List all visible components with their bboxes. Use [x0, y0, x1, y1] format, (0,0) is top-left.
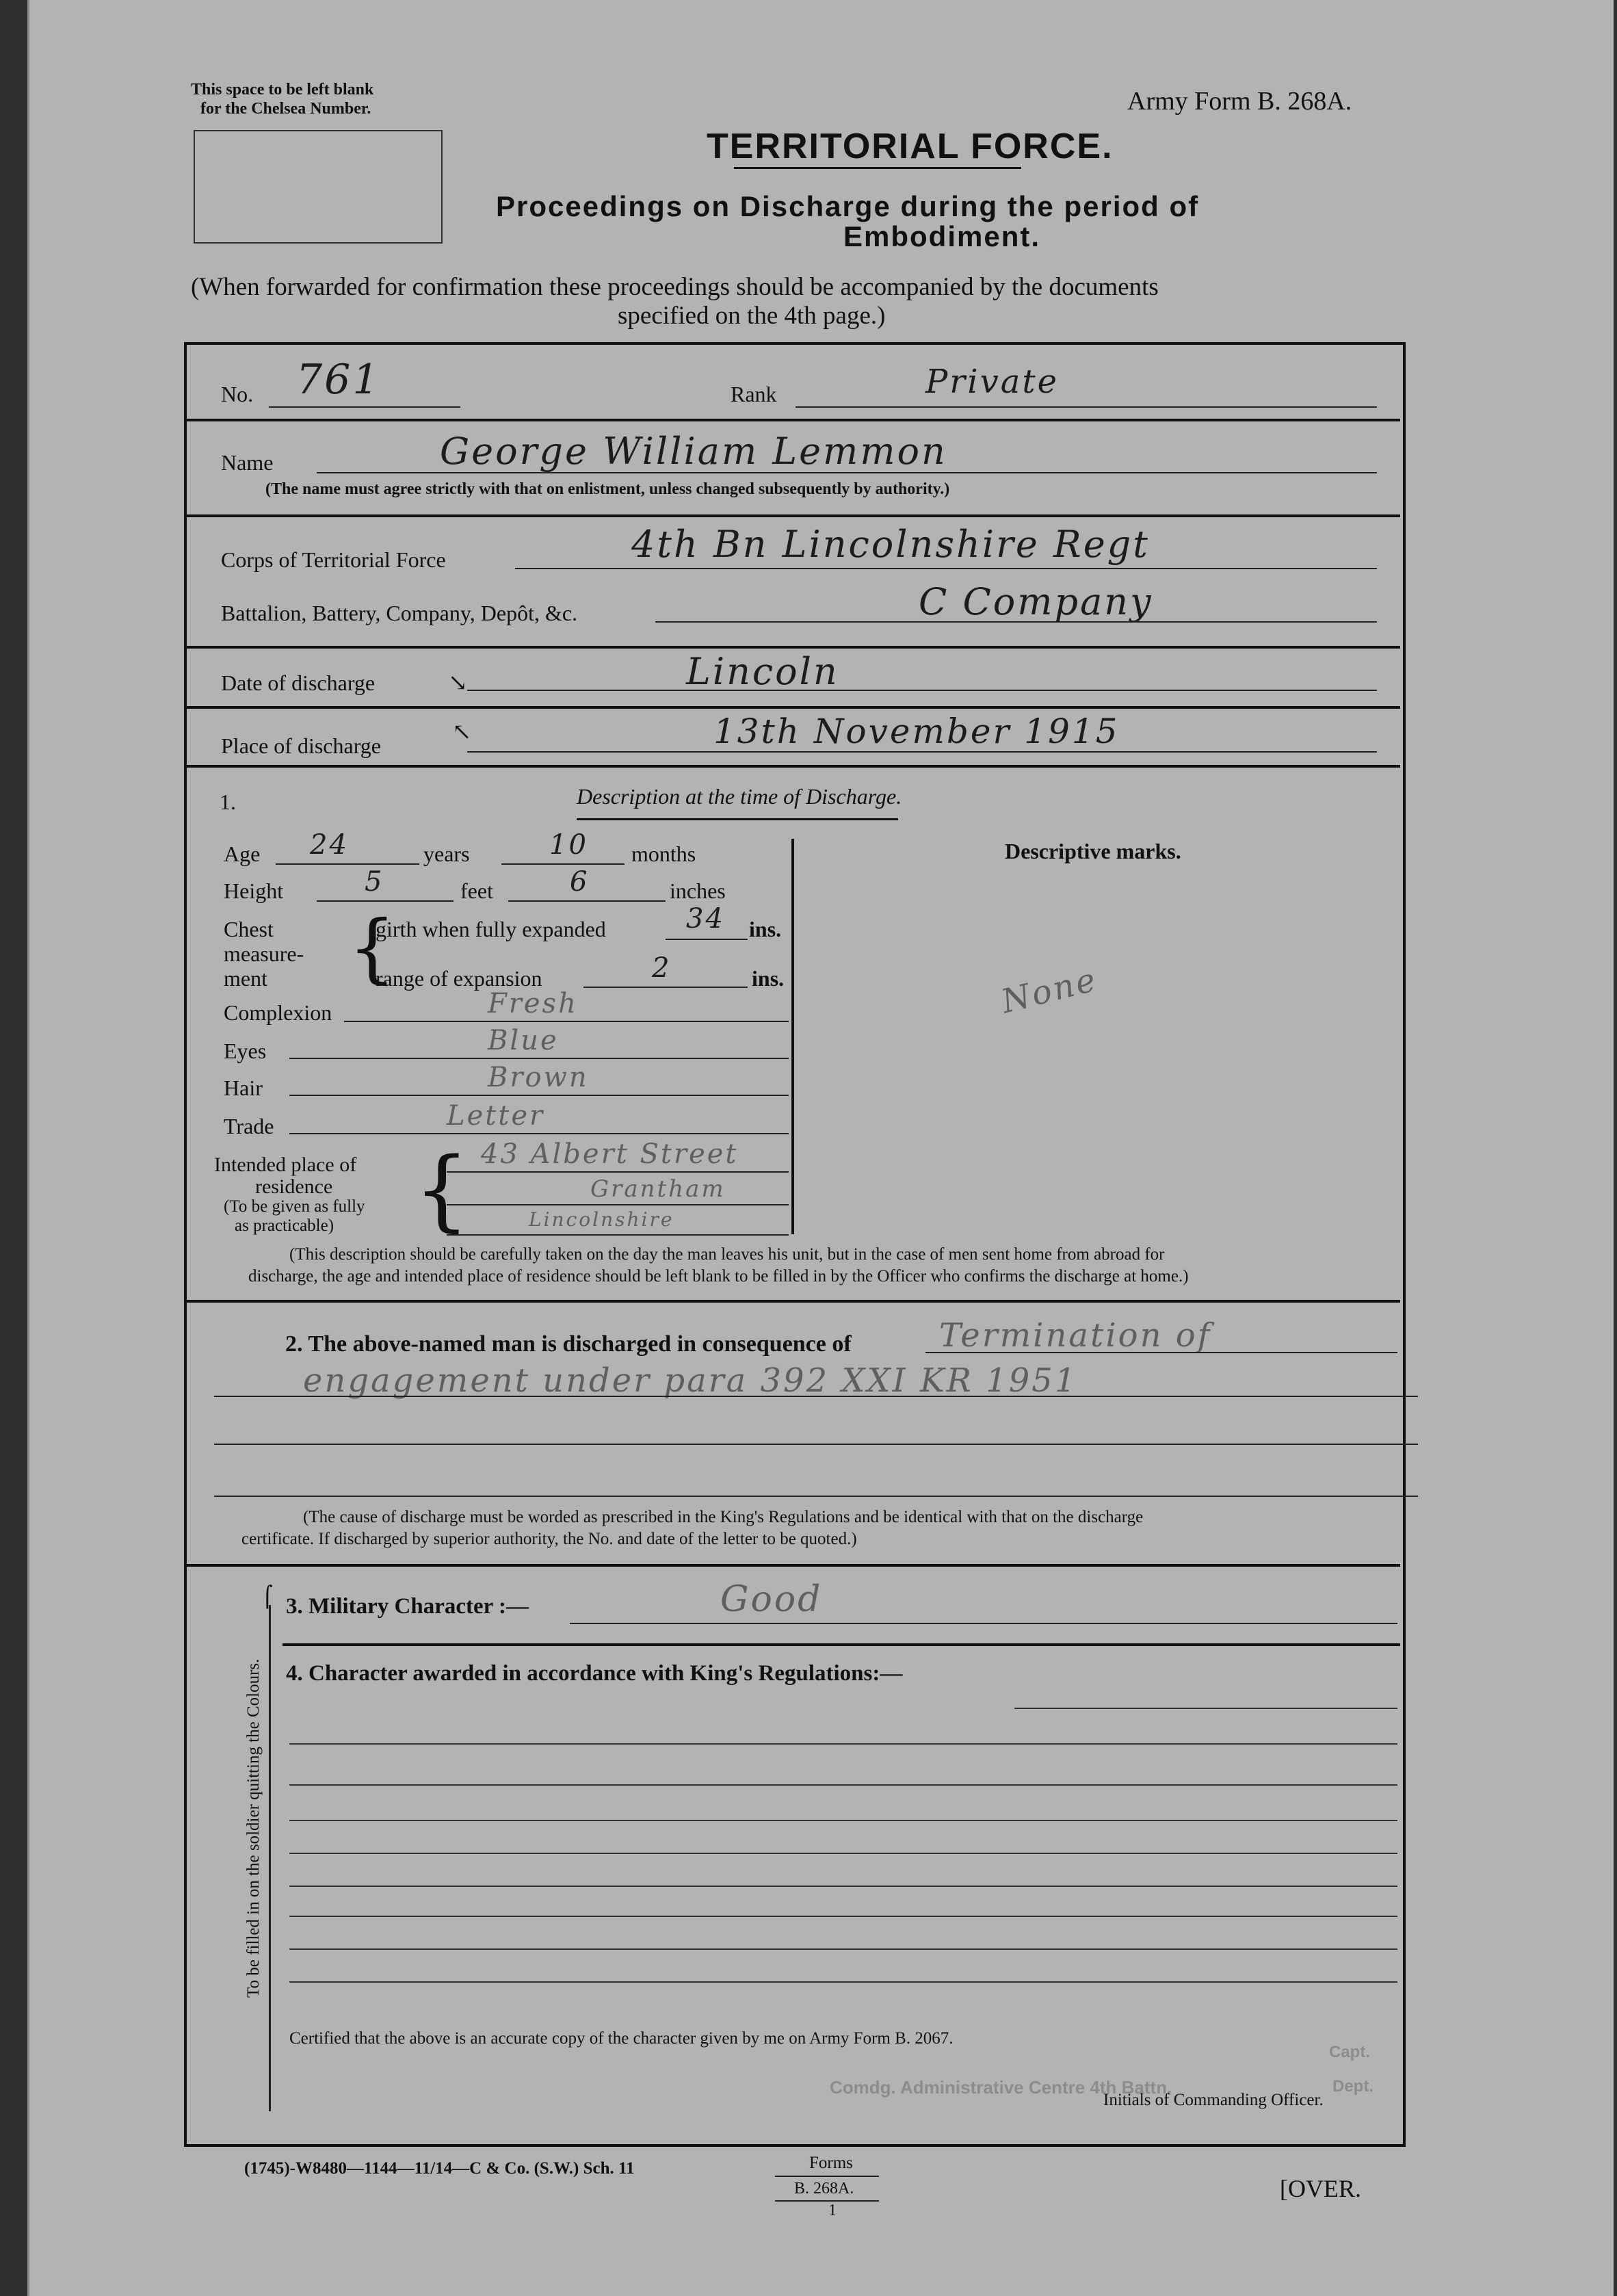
section-3-label: 3. Military Character :—: [286, 1594, 529, 1619]
chelsea-note-line-1: This space to be left blank: [191, 81, 374, 99]
rank-label: Rank: [731, 382, 777, 406]
character-rule-3: [289, 1784, 1397, 1786]
battalion-value: C Company: [919, 580, 1153, 623]
place-of-discharge-value: 13th November 1915: [713, 712, 1120, 751]
sections-bracket: ⌠: [262, 1585, 273, 1609]
residence-line-1-value: 43 Albert Street: [481, 1138, 739, 1170]
rank-value: Private: [925, 363, 1060, 401]
battalion-rule: [655, 621, 1377, 623]
commanding-officer-initials-label: Initials of Commanding Officer.: [1103, 2091, 1324, 2109]
footer-form-number: B. 268A.: [794, 2180, 854, 2197]
height-feet-rule: [317, 900, 453, 902]
hair-value: Brown: [488, 1062, 589, 1093]
height-inches-rule: [508, 900, 666, 902]
cause-rule-2: [214, 1396, 1418, 1397]
hair-rule: [289, 1095, 789, 1096]
battalion-label: Battalion, Battery, Company, Depôt, &c.: [221, 601, 578, 625]
chest-label-3: ment: [224, 966, 267, 991]
age-years-rule: [276, 863, 419, 865]
trade-label: Trade: [224, 1114, 274, 1138]
complexion-rule: [344, 1021, 789, 1022]
cause-line-2-value: engagement under para 392 XXI KR 1951: [303, 1361, 1078, 1400]
form-subtitle-line-1: Proceedings on Discharge during the period of: [496, 190, 1200, 222]
cause-rule-1: [925, 1352, 1397, 1353]
residence-label-2: residence: [255, 1175, 333, 1198]
months-label: months: [631, 842, 696, 866]
chest-girth-value: 34: [686, 903, 725, 935]
divider-4: [187, 706, 1400, 709]
height-feet-value: 5: [365, 866, 384, 898]
hair-label: Hair: [224, 1075, 263, 1100]
description-note-line-2: discharge, the age and intended place of residence should be left blank to be filled in by the Officer who confirms the discharge at home.): [248, 1267, 1189, 1286]
instruction-line-2: specified on the 4th page.): [618, 302, 886, 330]
instruction-line-1: (When forwarded for confirmation these proceedings should be accompanied by the documents: [191, 273, 1159, 301]
chest-girth-ins: ins.: [749, 917, 782, 941]
divider-1: [187, 419, 1400, 421]
trade-rule: [289, 1133, 789, 1134]
divider-2: [187, 514, 1400, 517]
age-label: Age: [224, 842, 261, 866]
chest-range-ins: ins.: [752, 966, 785, 991]
character-rule-6: [289, 1886, 1397, 1887]
number-value: 761: [296, 356, 381, 404]
residence-rule-2: [447, 1204, 789, 1205]
date-of-discharge-label: Date of discharge: [221, 670, 376, 695]
character-rule-9: [289, 1981, 1397, 1983]
residence-line-3-value: Lincolnshire: [529, 1208, 674, 1231]
divider-5: [187, 765, 1400, 768]
character-rule-5: [289, 1853, 1397, 1854]
residence-label-3: (To be given as fully: [224, 1197, 365, 1216]
date-of-discharge-value: Lincoln: [686, 650, 839, 693]
chest-label-1: Chest: [224, 917, 274, 941]
trade-value: Letter: [447, 1100, 545, 1132]
footer-forms: Forms: [809, 2154, 853, 2172]
divider-3: [187, 646, 1400, 649]
footer-form-rule: [775, 2200, 879, 2202]
character-rule-4: [289, 1820, 1397, 1821]
chest-girth-rule: [666, 939, 748, 940]
certified-statement: Certified that the above is an accurate copy of the character given by me on Army Form B. 2067.: [289, 2029, 954, 2048]
chest-brace: {: [348, 904, 396, 991]
eyes-value: Blue: [488, 1025, 559, 1056]
name-note: (The name must agree strictly with that on enlistment, unless changed subsequently by authority.): [265, 480, 950, 498]
corps-label: Corps of Territorial Force: [221, 547, 446, 572]
eyes-rule: [289, 1058, 789, 1059]
chest-girth-label: girth when fully expanded: [376, 917, 606, 941]
form-id: Army Form B. 268A.: [1127, 87, 1352, 116]
place-of-discharge-rule: [467, 751, 1377, 753]
cause-line-1-value: Termination of: [939, 1316, 1212, 1355]
residence-rule-3: [447, 1234, 789, 1236]
date-of-discharge-rule: [467, 690, 1377, 691]
divider-8: [282, 1643, 1400, 1646]
stamp-capt: Capt.: [1329, 2043, 1370, 2061]
residence-brace: {: [414, 1139, 470, 1241]
commanding-officer-stamp: Comdg. Administrative Centre 4th Battn.: [830, 2077, 1172, 2098]
chelsea-number-box: [194, 130, 443, 244]
complexion-value: Fresh: [488, 988, 578, 1019]
arrow-up-icon: ↖: [452, 720, 472, 745]
chest-range-value: 2: [652, 952, 672, 984]
stamp-dept: Dept.: [1332, 2077, 1373, 2096]
eyes-label: Eyes: [224, 1039, 267, 1063]
inches-label: inches: [670, 878, 726, 903]
cause-note-line-2: certificate. If discharged by superior authority, the No. and date of the letter to be quoted.): [241, 1530, 857, 1548]
rank-rule: [796, 406, 1377, 408]
place-of-discharge-label: Place of discharge: [221, 733, 381, 758]
printer-imprint: (1745)-W8480—1144—11/14—C & Co. (S.W.) Sch. 11: [244, 2159, 635, 2178]
military-character-rule: [570, 1623, 1397, 1624]
description-heading-underline: [577, 818, 898, 820]
complexion-label: Complexion: [224, 1000, 332, 1025]
form-subtitle-line-2: Embodiment.: [843, 220, 1041, 252]
description-heading: Description at the time of Discharge.: [577, 784, 902, 809]
residence-label-4: as practicable): [235, 1216, 334, 1235]
name-label: Name: [221, 450, 274, 475]
cause-note-line-1: (The cause of discharge must be worded as prescribed in the King's Regulations and be identical with that on the discharge: [303, 1508, 1144, 1526]
height-label: Height: [224, 878, 284, 903]
chelsea-note-line-2: for the Chelsea Number.: [200, 100, 371, 118]
character-rule-2: [289, 1743, 1397, 1745]
character-rule-7: [289, 1916, 1397, 1917]
sections-bracket-line: [269, 1605, 271, 2111]
description-note-line-1: (This description should be carefully taken on the day the man leaves his unit, but in the case of men sent home from abroad for: [289, 1245, 1165, 1264]
chest-range-label: range of expansion: [376, 966, 542, 991]
corps-value: 4th Bn Lincolnshire Regt: [631, 523, 1150, 566]
chest-range-rule: [583, 987, 748, 988]
section-4-label: 4. Character awarded in accordance with King's Regulations:—: [286, 1661, 903, 1686]
divider-7: [187, 1564, 1400, 1567]
description-column-divider: [791, 839, 794, 1234]
military-character-value: Good: [720, 1579, 823, 1620]
name-value: George William Lemmon: [440, 430, 947, 473]
character-rule-8: [289, 1948, 1397, 1950]
years-label: years: [423, 842, 470, 866]
age-months-value: 10: [549, 829, 588, 861]
vertical-instruction: To be filled in on the soldier quitting the Colours.: [244, 1658, 263, 1998]
footer-page-number: 1: [828, 2202, 837, 2219]
age-months-rule: [501, 863, 625, 865]
title-underline: [734, 167, 1021, 169]
residence-rule-1: [447, 1171, 789, 1173]
age-years-value: 24: [310, 829, 349, 861]
form-title: TERRITORIAL FORCE.: [707, 127, 1114, 166]
section-1-number: 1.: [220, 790, 236, 814]
character-rule-1: [1014, 1708, 1397, 1709]
chest-label-2: measure-: [224, 941, 304, 966]
descriptive-marks-value: None: [997, 960, 1101, 1021]
footer-forms-rule: [775, 2176, 879, 2177]
feet-label: feet: [460, 878, 493, 903]
descriptive-marks-label: Descriptive marks.: [1005, 839, 1181, 863]
number-label: No.: [221, 382, 254, 406]
height-inches-value: 6: [570, 866, 590, 898]
residence-line-2-value: Grantham: [590, 1175, 726, 1203]
section-2-label: 2. The above-named man is discharged in consequence of: [285, 1331, 852, 1357]
discharge-form-page: [27, 0, 1614, 2296]
cause-rule-4: [214, 1496, 1418, 1497]
cause-rule-3: [214, 1444, 1418, 1445]
over-marker: [OVER.: [1280, 2175, 1361, 2202]
corps-rule: [515, 568, 1377, 569]
residence-label-1: Intended place of: [214, 1153, 357, 1176]
number-rule: [269, 406, 460, 408]
name-rule: [317, 472, 1377, 473]
divider-6: [187, 1300, 1400, 1303]
arrow-down-icon: ↘: [448, 670, 468, 696]
